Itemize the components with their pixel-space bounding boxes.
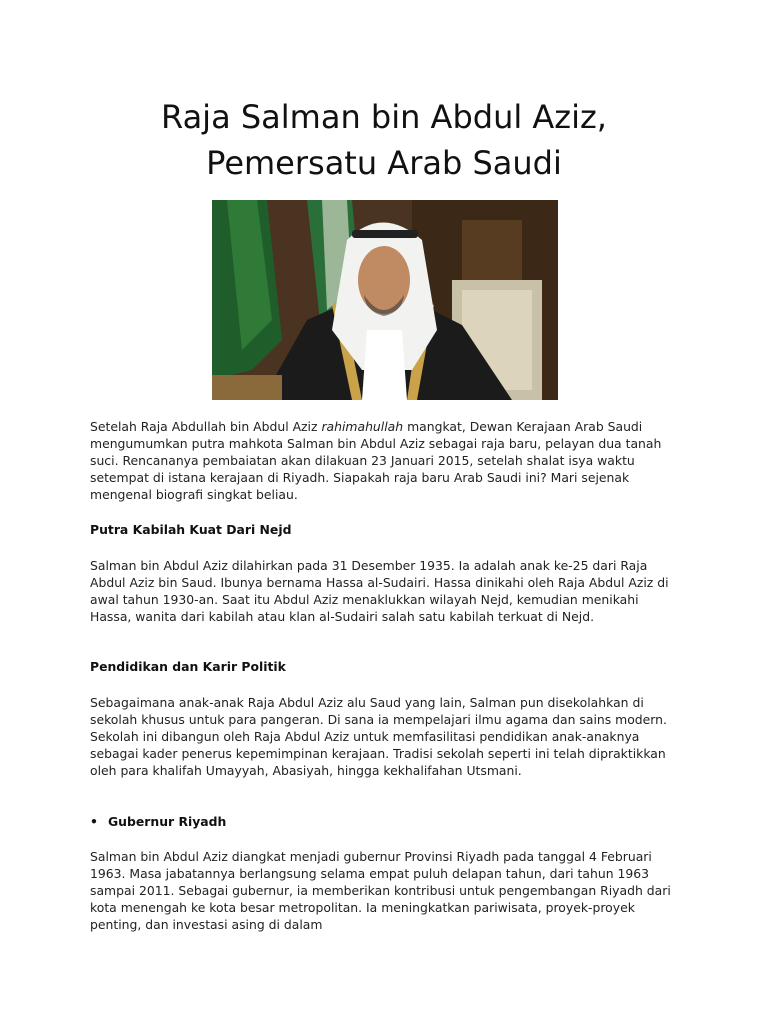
page-title — [0, 94, 768, 186]
intro-text-2: mangkat, Dewan Kerajaan Arab Saudi mengumumkan putra mahkota Salman bin Abdul Aziz sebagai raja baru, pelayan dua tanah suci. Rencananya pembaiatan akan dilakuan 23 Januari 2015, setelah shalat isya waktu setempat di istana kerajaan di Riyadh. Siapakah raja baru Arab Saudi ini? Mari sejenak mengenal biografi singkat beliau. — [90, 419, 662, 502]
intro-text-1: Setelah Raja Abdullah bin Abdul Aziz — [90, 419, 322, 434]
section-heading-pendidikan: Pendidikan dan Karir Politik — [90, 659, 286, 674]
section-paragraph-nejd: Salman bin Abdul Aziz dilahirkan pada 31 Desember 1935. Ia adalah anak ke-25 dari Raja Abdul Aziz bin Saud. Ibunya bernama Hassa al-Sudairi. Hassa dinikahi oleh Raja Abdul Aziz di awal tahun 1930-an. Saat itu Abdul Aziz menaklukkan wilayah Nejd, kemudian menikahi Hassa, wanita dari kabilah atau klan al-Sudairi salah satu kabilah terkuat di Nejd. — [90, 558, 669, 624]
portrait-photo — [212, 200, 558, 400]
intro-italic-term: rahimahullah — [321, 419, 404, 434]
title-line-1: Raja Salman bin Abdul Aziz, — [161, 98, 607, 136]
intro-paragraph — [90, 418, 680, 503]
section-paragraph-pendidikan: Sebagaimana anak-anak Raja Abdul Aziz alu Saud yang lain, Salman pun disekolahkan di sekolah khusus untuk para pangeran. Di sana ia mempelajari ilmu agama dan sains modern. Sekolah ini dibangun oleh Raja Abdul Aziz untuk memfasilitasi pendidikan anak-anaknya sebagai kader penerus kepemimpinan kerajaan. Tradisi sekolah seperti ini telah dipraktikkan oleh para khalifah Umayyah, Abasiyah, hingga kekhalifahan Utsmani. — [90, 695, 667, 778]
section-heading-nejd: Putra Kabilah Kuat Dari Nejd — [90, 522, 292, 537]
bullet-heading-text: Gubernur Riyadh — [108, 814, 227, 829]
title-line-2: Pemersatu Arab Saudi — [206, 144, 562, 182]
section-paragraph-gubernur: Salman bin Abdul Aziz diangkat menjadi gubernur Provinsi Riyadh pada tanggal 4 Februari 1963. Masa jabatannya berlangsung selama empat puluh delapan tahun, dari tahun 1963 sampai 2011. Sebagai gubernur, ia memberikan kontribusi untuk pengembangan Riyadh dari kota menengah ke kota besar metropolitan. Ia meningkatkan pariwisata, proyek-proyek penting, dan investasi asing di dalam — [90, 849, 671, 932]
bullet-marker: • — [90, 814, 98, 829]
bullet-heading-gubernur — [90, 814, 227, 829]
